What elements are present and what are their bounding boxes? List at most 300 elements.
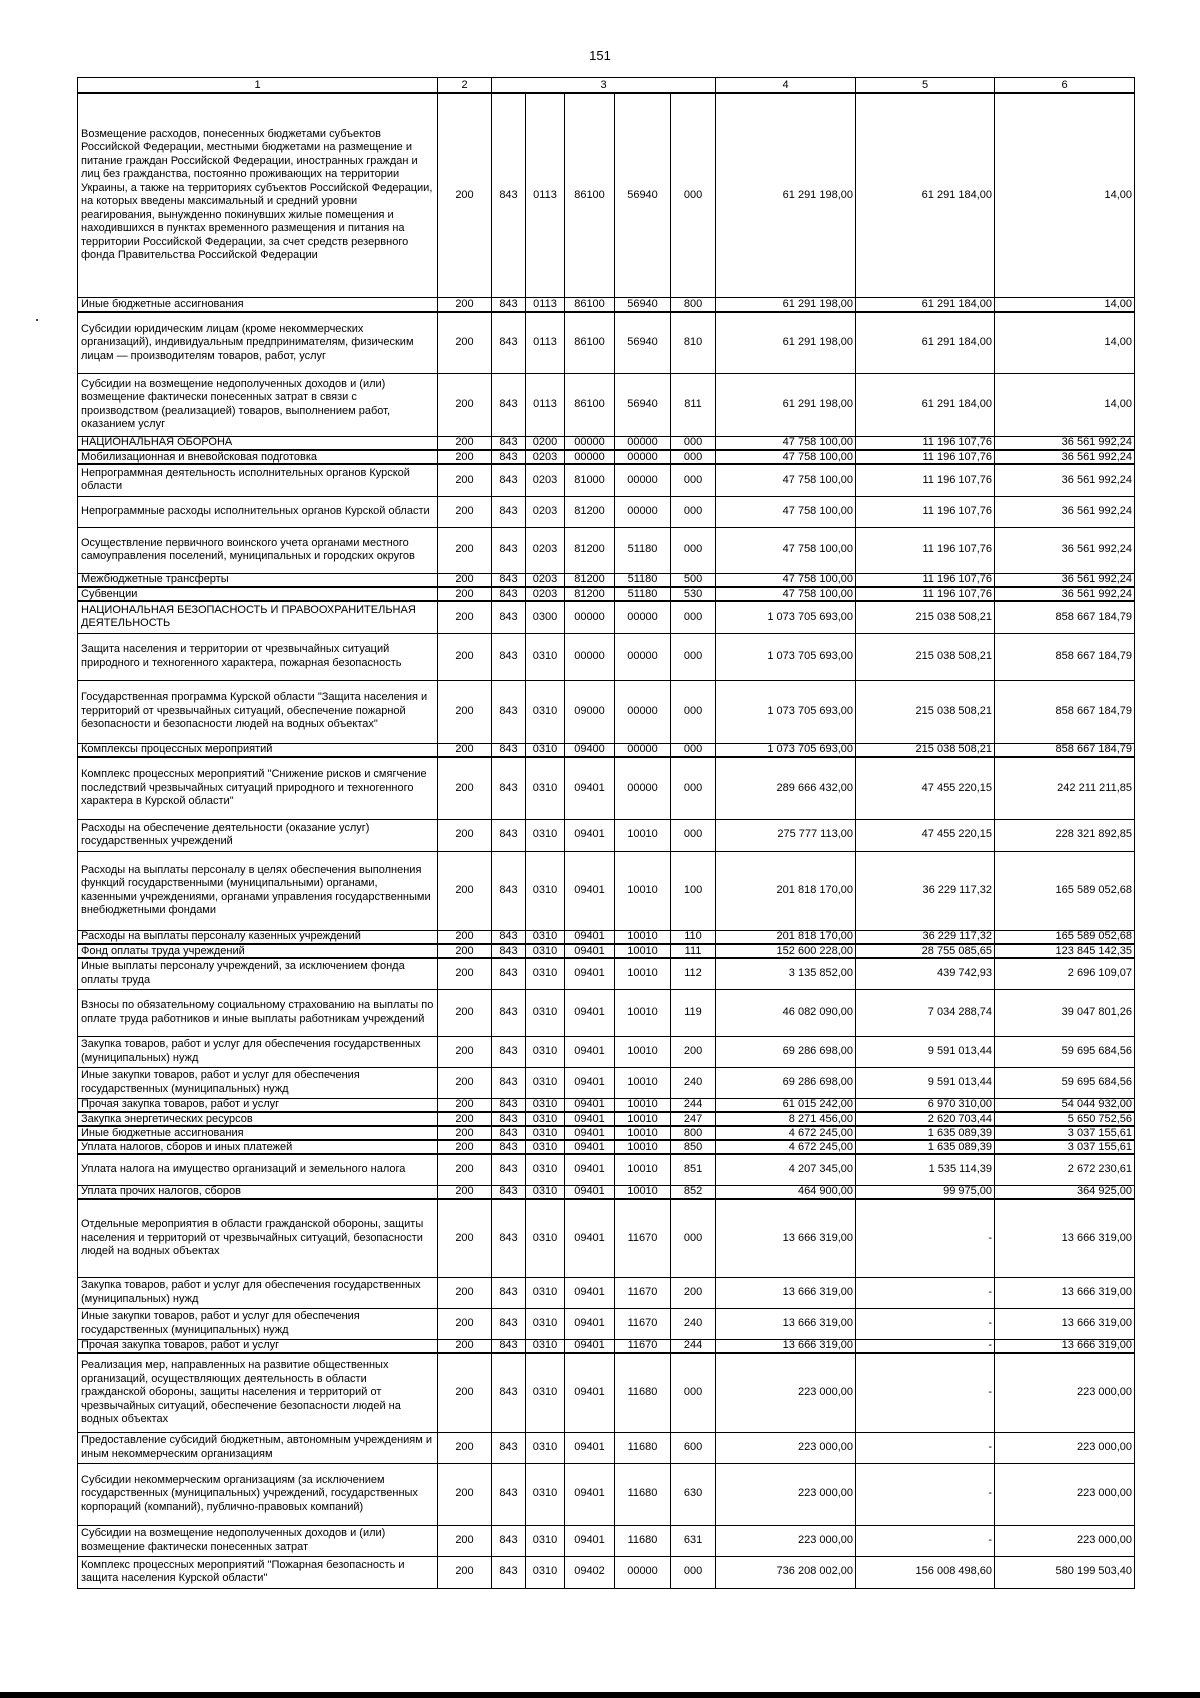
row-value-col4: 47 758 100,00 (716, 587, 856, 601)
row-value-col6: 858 667 184,79 (995, 680, 1135, 743)
row-code-section: 0310 (526, 1126, 565, 1140)
row-code-col2: 200 (438, 1277, 492, 1308)
row-code-section: 0310 (526, 958, 565, 989)
row-code-ministry: 843 (492, 743, 526, 757)
row-code-section: 0113 (526, 312, 565, 373)
row-code-expense-type: 000 (671, 496, 716, 527)
row-code-program: 09402 (565, 1556, 615, 1588)
row-code-direction: 10010 (615, 819, 671, 851)
row-value-col4: 275 777 113,00 (716, 819, 856, 851)
row-code-col2: 200 (438, 1126, 492, 1140)
row-code-program: 09000 (565, 680, 615, 743)
row-code-direction: 11680 (615, 1525, 671, 1556)
row-value-col6: 13 666 319,00 (995, 1277, 1135, 1308)
row-code-col2: 200 (438, 1308, 492, 1339)
row-value-col5: - (856, 1199, 995, 1277)
row-code-expense-type: 851 (671, 1154, 716, 1185)
table-row (78, 1098, 1135, 1112)
row-value-col5: - (856, 1339, 995, 1353)
row-code-program: 09401 (565, 1140, 615, 1154)
row-code-program: 09401 (565, 1525, 615, 1556)
table-row (78, 1154, 1135, 1185)
row-code-direction: 10010 (615, 1154, 671, 1185)
row-value-col6: 36 561 992,24 (995, 587, 1135, 601)
row-code-section: 0310 (526, 1339, 565, 1353)
row-code-expense-type: 000 (671, 450, 716, 464)
row-code-section: 0310 (526, 1199, 565, 1277)
row-value-col4: 61 291 198,00 (716, 93, 856, 297)
row-value-col5: 2 620 703,44 (856, 1112, 995, 1126)
row-name: Комплекс процессных мероприятий "Снижение рисков и смягчение последствий чрезвычайных ситуаций природного и техногенного характера в Курской области" (78, 757, 438, 819)
row-code-section: 0113 (526, 373, 565, 436)
row-code-direction: 11670 (615, 1199, 671, 1277)
row-code-direction: 11680 (615, 1432, 671, 1463)
row-code-col2: 200 (438, 1432, 492, 1463)
row-name: Закупка товаров, работ и услуг для обеспечения государственных (муниципальных) нужд (78, 1036, 438, 1067)
row-value-col6: 36 561 992,24 (995, 573, 1135, 587)
row-code-section: 0203 (526, 527, 565, 573)
row-code-program: 09401 (565, 1112, 615, 1126)
row-code-col2: 200 (438, 1140, 492, 1154)
row-code-program: 09401 (565, 819, 615, 851)
row-code-direction: 51180 (615, 573, 671, 587)
row-code-section: 0310 (526, 1036, 565, 1067)
table-row (78, 601, 1135, 633)
row-code-section: 0300 (526, 601, 565, 633)
row-code-section: 0203 (526, 496, 565, 527)
row-name: Осуществление первичного воинского учета органами местного самоуправления поселений, муниципальных и городских округов (78, 527, 438, 573)
row-code-expense-type: 000 (671, 819, 716, 851)
row-code-ministry: 843 (492, 1126, 526, 1140)
row-value-col5: 1 635 089,39 (856, 1140, 995, 1154)
row-code-direction: 56940 (615, 312, 671, 373)
row-code-program: 81200 (565, 587, 615, 601)
row-code-ministry: 843 (492, 1154, 526, 1185)
row-value-col6: 13 666 319,00 (995, 1199, 1135, 1277)
row-code-expense-type: 810 (671, 312, 716, 373)
row-code-direction: 10010 (615, 944, 671, 958)
row-value-col4: 201 818 170,00 (716, 851, 856, 930)
row-code-col2: 200 (438, 851, 492, 930)
row-value-col5: - (856, 1308, 995, 1339)
row-code-col2: 200 (438, 1556, 492, 1588)
row-value-col5: 61 291 184,00 (856, 93, 995, 297)
row-code-direction: 11670 (615, 1308, 671, 1339)
table-row (78, 436, 1135, 450)
row-code-col2: 200 (438, 527, 492, 573)
row-code-direction: 11670 (615, 1339, 671, 1353)
row-value-col4: 61 015 242,00 (716, 1098, 856, 1112)
table-body (78, 93, 1135, 1588)
row-code-section: 0310 (526, 1112, 565, 1126)
row-name: Уплата налогов, сборов и иных платежей (78, 1140, 438, 1154)
row-code-col2: 200 (438, 1185, 492, 1199)
row-code-ministry: 843 (492, 436, 526, 450)
row-value-col6: 223 000,00 (995, 1463, 1135, 1525)
row-value-col4: 1 073 705 693,00 (716, 633, 856, 680)
row-name: Непрограммная деятельность исполнительных органов Курской области (78, 464, 438, 496)
row-value-col6: 13 666 319,00 (995, 1308, 1135, 1339)
row-value-col6: 14,00 (995, 312, 1135, 373)
row-value-col5: 11 196 107,76 (856, 450, 995, 464)
table-row (78, 944, 1135, 958)
row-code-program: 86100 (565, 373, 615, 436)
row-value-col6: 165 589 052,68 (995, 930, 1135, 944)
row-code-direction: 10010 (615, 1126, 671, 1140)
row-code-program: 09401 (565, 1308, 615, 1339)
row-value-col5: 11 196 107,76 (856, 587, 995, 601)
row-value-col6: 13 666 319,00 (995, 1339, 1135, 1353)
table-row (78, 1308, 1135, 1339)
row-name: Закупка энергетических ресурсов (78, 1112, 438, 1126)
table-row (78, 757, 1135, 819)
row-name: Государственная программа Курской области "Защита населения и территорий от чрезвычайных ситуаций, обеспечение пожарной безопасности и безопасности людей на водных объектах" (78, 680, 438, 743)
row-code-direction: 10010 (615, 851, 671, 930)
row-code-direction: 00000 (615, 436, 671, 450)
table-row (78, 1277, 1135, 1308)
row-code-expense-type: 630 (671, 1463, 716, 1525)
row-value-col4: 61 291 198,00 (716, 297, 856, 312)
row-code-program: 81200 (565, 573, 615, 587)
row-code-ministry: 843 (492, 1112, 526, 1126)
row-name: Прочая закупка товаров, работ и услуг (78, 1098, 438, 1112)
row-code-direction: 00000 (615, 633, 671, 680)
row-code-ministry: 843 (492, 1067, 526, 1098)
row-code-expense-type: 000 (671, 743, 716, 757)
row-name: Субвенции (78, 587, 438, 601)
row-code-program: 86100 (565, 312, 615, 373)
row-code-col2: 200 (438, 958, 492, 989)
row-code-program: 86100 (565, 297, 615, 312)
row-name: НАЦИОНАЛЬНАЯ ОБОРОНА (78, 436, 438, 450)
row-code-ministry: 843 (492, 573, 526, 587)
row-code-direction: 00000 (615, 496, 671, 527)
row-code-direction: 56940 (615, 297, 671, 312)
row-code-ministry: 843 (492, 1036, 526, 1067)
row-code-col2: 200 (438, 312, 492, 373)
row-value-col6: 858 667 184,79 (995, 743, 1135, 757)
header-col-4: 4 (716, 78, 856, 94)
row-name: Предоставление субсидий бюджетным, автономным учреждениям и иным некоммерческим организациям (78, 1432, 438, 1463)
row-value-col5: 99 975,00 (856, 1185, 995, 1199)
row-name: Мобилизационная и вневойсковая подготовка (78, 450, 438, 464)
row-code-section: 0310 (526, 851, 565, 930)
row-code-program: 09401 (565, 757, 615, 819)
table-row (78, 1432, 1135, 1463)
row-code-section: 0310 (526, 757, 565, 819)
row-code-direction: 10010 (615, 958, 671, 989)
row-name: Защита населения и территории от чрезвычайных ситуаций природного и техногенного характера, пожарная безопасность (78, 633, 438, 680)
table-row (78, 1185, 1135, 1199)
row-code-section: 0310 (526, 930, 565, 944)
row-code-col2: 200 (438, 436, 492, 450)
table-row (78, 1112, 1135, 1126)
row-code-direction: 51180 (615, 587, 671, 601)
row-code-expense-type: 244 (671, 1098, 716, 1112)
row-value-col5: 11 196 107,76 (856, 527, 995, 573)
row-code-program: 09401 (565, 930, 615, 944)
row-code-program: 09401 (565, 851, 615, 930)
row-code-expense-type: 244 (671, 1339, 716, 1353)
row-value-col6: 123 845 142,35 (995, 944, 1135, 958)
row-value-col4: 46 082 090,00 (716, 989, 856, 1036)
row-code-program: 09401 (565, 958, 615, 989)
row-code-expense-type: 850 (671, 1140, 716, 1154)
row-code-program: 00000 (565, 633, 615, 680)
row-value-col5: 215 038 508,21 (856, 680, 995, 743)
row-code-program: 09401 (565, 1199, 615, 1277)
row-name: Межбюджетные трансферты (78, 573, 438, 587)
row-value-col6: 223 000,00 (995, 1432, 1135, 1463)
row-code-expense-type: 000 (671, 633, 716, 680)
row-code-ministry: 843 (492, 757, 526, 819)
row-code-direction: 11680 (615, 1463, 671, 1525)
table-row (78, 93, 1135, 297)
row-value-col4: 4 207 345,00 (716, 1154, 856, 1185)
row-code-program: 81200 (565, 496, 615, 527)
row-code-section: 0113 (526, 93, 565, 297)
row-code-program: 09401 (565, 944, 615, 958)
row-code-expense-type: 800 (671, 1126, 716, 1140)
row-code-ministry: 843 (492, 851, 526, 930)
row-value-col6: 14,00 (995, 297, 1135, 312)
row-value-col4: 47 758 100,00 (716, 573, 856, 587)
row-code-section: 0310 (526, 1525, 565, 1556)
row-value-col5: 11 196 107,76 (856, 464, 995, 496)
row-value-col6: 2 696 109,07 (995, 958, 1135, 989)
row-value-col4: 13 666 319,00 (716, 1339, 856, 1353)
row-name: Взносы по обязательному социальному страхованию на выплаты по оплате труда работников и иные выплаты работникам учреждений (78, 989, 438, 1036)
row-value-col4: 289 666 432,00 (716, 757, 856, 819)
row-value-col6: 36 561 992,24 (995, 527, 1135, 573)
row-value-col5: - (856, 1463, 995, 1525)
row-name: Возмещение расходов, понесенных бюджетами субъектов Российской Федерации, местными бюджетами на размещение и питание граждан Российской Федерации, иностранных граждан и лиц без гражданства, постоянно проживающих на территории Украины, а также на территориях субъектов Российской Федерации, на которых введены максимальный и средний уровни реагирования, вынужденно покинувших жилые помещения и находившихся в пунктах временного размещения и питания на территории Российской Федерации, за счет средств резервного фонда Правительства Российской Федерации (78, 93, 438, 297)
row-code-direction: 10010 (615, 1140, 671, 1154)
row-name: Закупка товаров, работ и услуг для обеспечения государственных (муниципальных) нужд (78, 1277, 438, 1308)
row-code-expense-type: 000 (671, 680, 716, 743)
row-value-col5: - (856, 1525, 995, 1556)
row-code-col2: 200 (438, 1154, 492, 1185)
row-code-direction: 00000 (615, 757, 671, 819)
row-value-col6: 36 561 992,24 (995, 464, 1135, 496)
budget-table (77, 77, 1135, 1589)
row-value-col6: 39 047 801,26 (995, 989, 1135, 1036)
row-code-direction: 00000 (615, 450, 671, 464)
table-row (78, 373, 1135, 436)
row-code-ministry: 843 (492, 1098, 526, 1112)
row-code-program: 09401 (565, 1463, 615, 1525)
row-value-col4: 4 672 245,00 (716, 1126, 856, 1140)
row-name: Расходы на выплаты персоналу казенных учреждений (78, 930, 438, 944)
row-name: Непрограммные расходы исполнительных органов Курской области (78, 496, 438, 527)
row-value-col4: 223 000,00 (716, 1463, 856, 1525)
row-code-direction: 10010 (615, 989, 671, 1036)
row-code-ministry: 843 (492, 1463, 526, 1525)
row-code-section: 0203 (526, 573, 565, 587)
table-row (78, 680, 1135, 743)
row-value-col5: 11 196 107,76 (856, 573, 995, 587)
row-code-col2: 200 (438, 930, 492, 944)
row-code-col2: 200 (438, 1098, 492, 1112)
row-code-ministry: 843 (492, 93, 526, 297)
row-value-col5: 1 535 114,39 (856, 1154, 995, 1185)
table-row (78, 312, 1135, 373)
row-code-program: 00000 (565, 450, 615, 464)
row-code-col2: 200 (438, 1112, 492, 1126)
row-value-col6: 36 561 992,24 (995, 436, 1135, 450)
row-value-col5: 7 034 288,74 (856, 989, 995, 1036)
row-value-col4: 61 291 198,00 (716, 312, 856, 373)
row-code-ministry: 843 (492, 989, 526, 1036)
row-value-col4: 13 666 319,00 (716, 1199, 856, 1277)
row-value-col6: 36 561 992,24 (995, 496, 1135, 527)
row-code-ministry: 843 (492, 958, 526, 989)
row-code-col2: 200 (438, 680, 492, 743)
row-value-col4: 223 000,00 (716, 1525, 856, 1556)
row-value-col6: 54 044 932,00 (995, 1098, 1135, 1112)
row-value-col4: 152 600 228,00 (716, 944, 856, 958)
row-code-expense-type: 600 (671, 1432, 716, 1463)
row-name: Расходы на обеспечение деятельности (оказание услуг) государственных учреждений (78, 819, 438, 851)
bottom-border (0, 1692, 1200, 1698)
row-name: Комплекс процессных мероприятий "Пожарная безопасность и защита населения Курской области" (78, 1556, 438, 1588)
row-code-ministry: 843 (492, 1353, 526, 1432)
table-row (78, 1339, 1135, 1353)
row-code-section: 0310 (526, 1154, 565, 1185)
header-col-3: 3 (492, 78, 716, 94)
row-code-ministry: 843 (492, 1140, 526, 1154)
row-code-section: 0113 (526, 297, 565, 312)
table-row (78, 1463, 1135, 1525)
row-code-expense-type: 112 (671, 958, 716, 989)
table-row (78, 587, 1135, 601)
row-code-ministry: 843 (492, 1199, 526, 1277)
row-code-section: 0310 (526, 989, 565, 1036)
row-code-direction: 11670 (615, 1277, 671, 1308)
table-row (78, 743, 1135, 757)
row-value-col6: 36 561 992,24 (995, 450, 1135, 464)
row-code-expense-type: 811 (671, 373, 716, 436)
row-code-col2: 200 (438, 989, 492, 1036)
table-row (78, 1126, 1135, 1140)
row-value-col4: 1 073 705 693,00 (716, 601, 856, 633)
row-name: Уплата прочих налогов, сборов (78, 1185, 438, 1199)
row-code-ministry: 843 (492, 527, 526, 573)
row-value-col6: 3 037 155,61 (995, 1126, 1135, 1140)
row-code-ministry: 843 (492, 1185, 526, 1199)
row-code-expense-type: 000 (671, 1353, 716, 1432)
row-name: Уплата налога на имущество организаций и земельного налога (78, 1154, 438, 1185)
table-row (78, 633, 1135, 680)
row-code-expense-type: 800 (671, 297, 716, 312)
row-value-col4: 223 000,00 (716, 1353, 856, 1432)
row-value-col4: 69 286 698,00 (716, 1067, 856, 1098)
table-row (78, 958, 1135, 989)
header-col-5: 5 (856, 78, 995, 94)
row-value-col5: - (856, 1432, 995, 1463)
row-code-section: 0310 (526, 1556, 565, 1588)
row-code-section: 0310 (526, 743, 565, 757)
row-code-section: 0310 (526, 944, 565, 958)
row-code-direction: 56940 (615, 373, 671, 436)
row-value-col5: 9 591 013,44 (856, 1067, 995, 1098)
row-code-col2: 200 (438, 450, 492, 464)
row-value-col5: 215 038 508,21 (856, 743, 995, 757)
header-col-1: 1 (78, 78, 438, 94)
header-row (78, 78, 1135, 94)
row-value-col5: 439 742,93 (856, 958, 995, 989)
row-value-col6: 858 667 184,79 (995, 601, 1135, 633)
row-code-ministry: 843 (492, 1308, 526, 1339)
scan-speck (36, 319, 38, 321)
row-code-program: 09401 (565, 1339, 615, 1353)
row-value-col4: 736 208 002,00 (716, 1556, 856, 1588)
row-code-program: 09401 (565, 1277, 615, 1308)
row-code-col2: 200 (438, 633, 492, 680)
row-code-col2: 200 (438, 373, 492, 436)
table-row (78, 573, 1135, 587)
row-value-col4: 47 758 100,00 (716, 436, 856, 450)
row-code-ministry: 843 (492, 1556, 526, 1588)
row-code-section: 0310 (526, 633, 565, 680)
table-row (78, 464, 1135, 496)
row-value-col6: 59 695 684,56 (995, 1036, 1135, 1067)
row-code-expense-type: 100 (671, 851, 716, 930)
row-code-program: 00000 (565, 601, 615, 633)
row-code-direction: 11680 (615, 1353, 671, 1432)
row-code-section: 0310 (526, 1098, 565, 1112)
row-code-ministry: 843 (492, 1525, 526, 1556)
row-code-program: 81000 (565, 464, 615, 496)
row-name: Субсидии некоммерческим организациям (за исключением государственных (муниципальных) учреждений, государственных корпораций (компаний), публично-правовых компаний) (78, 1463, 438, 1525)
row-value-col5: 6 970 310,00 (856, 1098, 995, 1112)
row-code-section: 0310 (526, 1353, 565, 1432)
row-code-direction: 10010 (615, 930, 671, 944)
row-name: Расходы на выплаты персоналу в целях обеспечения выполнения функций государственными (муниципальными) органами, казенными учреждениями, органами управления государственными внебюджетными фондами (78, 851, 438, 930)
row-code-section: 0310 (526, 1067, 565, 1098)
row-code-col2: 200 (438, 297, 492, 312)
row-code-ministry: 843 (492, 450, 526, 464)
row-value-col6: 858 667 184,79 (995, 633, 1135, 680)
row-code-direction: 10010 (615, 1185, 671, 1199)
row-code-expense-type: 000 (671, 527, 716, 573)
row-code-expense-type: 000 (671, 1199, 716, 1277)
row-code-expense-type: 631 (671, 1525, 716, 1556)
row-code-col2: 200 (438, 587, 492, 601)
table-row (78, 1556, 1135, 1588)
page-number: 151 (589, 48, 611, 63)
table-row (78, 1199, 1135, 1277)
row-code-expense-type: 110 (671, 930, 716, 944)
row-code-section: 0200 (526, 436, 565, 450)
row-value-col4: 8 271 456,00 (716, 1112, 856, 1126)
row-value-col4: 61 291 198,00 (716, 373, 856, 436)
row-code-col2: 200 (438, 1463, 492, 1525)
row-code-section: 0310 (526, 1185, 565, 1199)
row-code-section: 0310 (526, 1277, 565, 1308)
row-code-col2: 200 (438, 743, 492, 757)
row-value-col4: 47 758 100,00 (716, 464, 856, 496)
row-value-col6: 14,00 (995, 373, 1135, 436)
row-value-col5: 9 591 013,44 (856, 1036, 995, 1067)
row-code-program: 09401 (565, 1036, 615, 1067)
row-code-col2: 200 (438, 464, 492, 496)
row-value-col5: 47 455 220,15 (856, 757, 995, 819)
row-name: Отдельные мероприятия в области гражданской обороны, защиты населения и территорий от чрезвычайных ситуаций, безопасности людей на водных объектах (78, 1199, 438, 1277)
table-row (78, 496, 1135, 527)
row-code-program: 09401 (565, 1126, 615, 1140)
row-code-program: 09401 (565, 1432, 615, 1463)
